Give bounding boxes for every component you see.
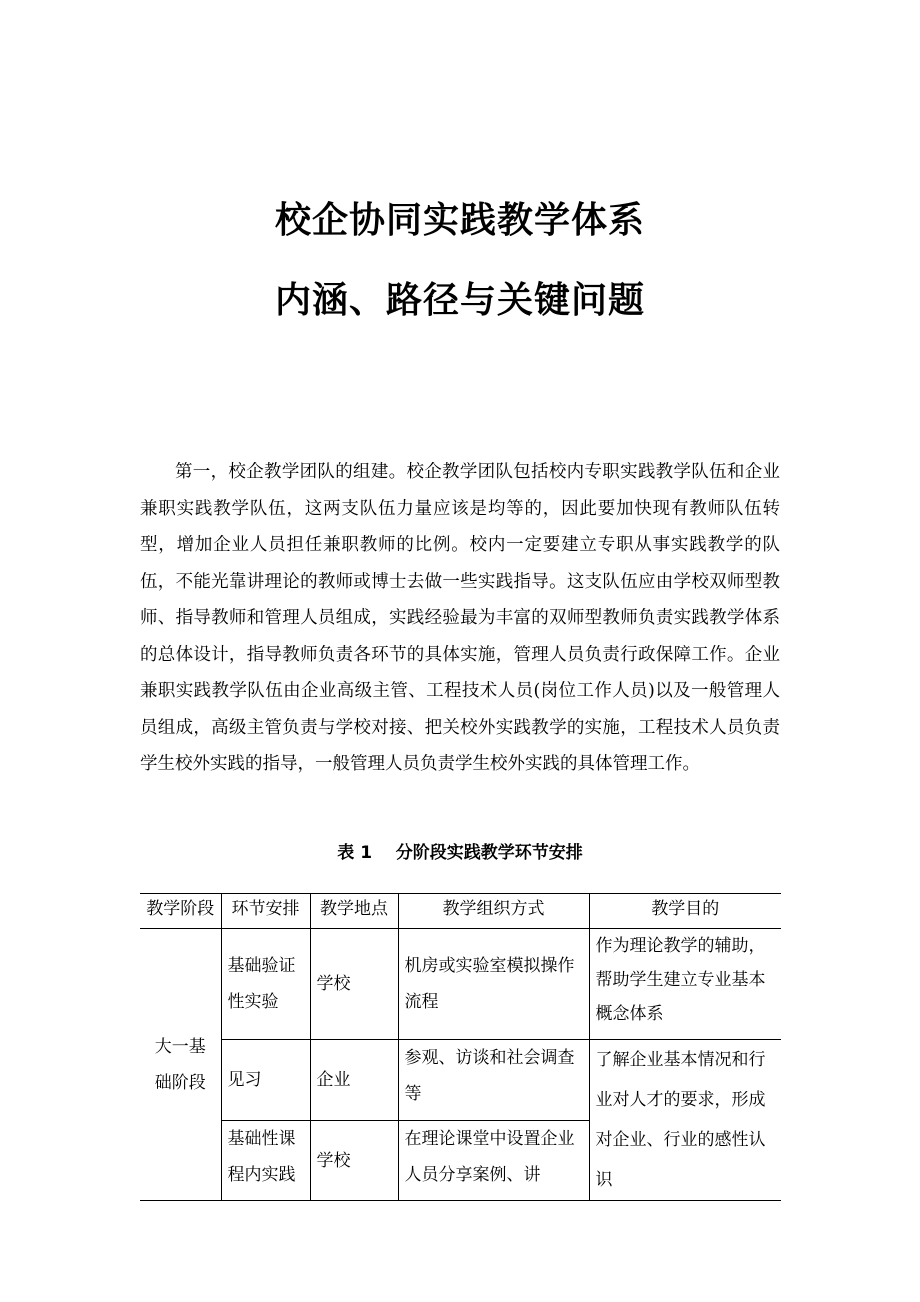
goal-cell: 了解企业基本情况和行业对人才的要求，形成对企业、行业的感性认识 bbox=[589, 1040, 781, 1201]
header-location: 教学地点 bbox=[310, 894, 398, 929]
table-row bbox=[140, 1040, 781, 1121]
segment-cell: 基础性课程内实践 bbox=[221, 1121, 310, 1201]
header-method: 教学组织方式 bbox=[398, 894, 589, 929]
body-paragraph: 第一，校企教学团队的组建。校企教学团队包括校内专职实践教学队伍和企业兼职实践教学队伍，这两支队伍力量应该是均等的，因此要加快现有教师队伍转型，增加企业人员担任兼职教师的比例。校内一定要建立专职从事实践教学的队伍，不能光靠讲理论的教师或博士去做一些实践指导。这支队伍应由学校双师型教师、指导教师和管理人员组成，实践经验最为丰富的双师型教师负责实践教学体系的总体设计，指导教师负责各环节的具体实施，管理人员负责行政保障工作。企业兼职实践教学队伍由企业高级主管、工程技术人员(岗位工作人员)以及一般管理人员组成，高级主管负责与学校对接、把关校外实践教学的实施，工程技术人员负责学生校外实践的指导，一般管理人员负责学生校外实践的具体管理工作。 bbox=[140, 462, 780, 774]
location-cell: 学校 bbox=[310, 929, 398, 1040]
goal-cell: 作为理论教学的辅助，帮助学生建立专业基本概念体系 bbox=[589, 929, 781, 1040]
table-caption: 表 1 分阶段实践教学环节安排 bbox=[337, 843, 583, 863]
document-title-line-1: 校企协同实践教学体系 bbox=[274, 200, 645, 241]
document-title-line-2: 内涵、路径与关键问题 bbox=[274, 280, 645, 321]
table-row bbox=[140, 929, 781, 1040]
segment-cell: 基础验证性实验 bbox=[221, 929, 310, 1040]
method-cell: 在理论课堂中设置企业人员分享案例、讲 bbox=[398, 1121, 589, 1201]
stage-cell: 大一基础阶段 bbox=[140, 929, 221, 1201]
header-segment: 环节安排 bbox=[221, 894, 310, 929]
header-goal: 教学目的 bbox=[589, 894, 781, 929]
location-cell: 学校 bbox=[310, 1121, 398, 1201]
location-cell: 企业 bbox=[310, 1040, 398, 1121]
header-stage: 教学阶段 bbox=[140, 894, 221, 929]
method-cell: 机房或实验室模拟操作流程 bbox=[398, 929, 589, 1040]
schedule-table bbox=[140, 893, 781, 1201]
table-header-row bbox=[140, 894, 781, 929]
segment-cell: 见习 bbox=[221, 1040, 310, 1121]
method-cell: 参观、访谈和社会调查等 bbox=[398, 1040, 589, 1121]
